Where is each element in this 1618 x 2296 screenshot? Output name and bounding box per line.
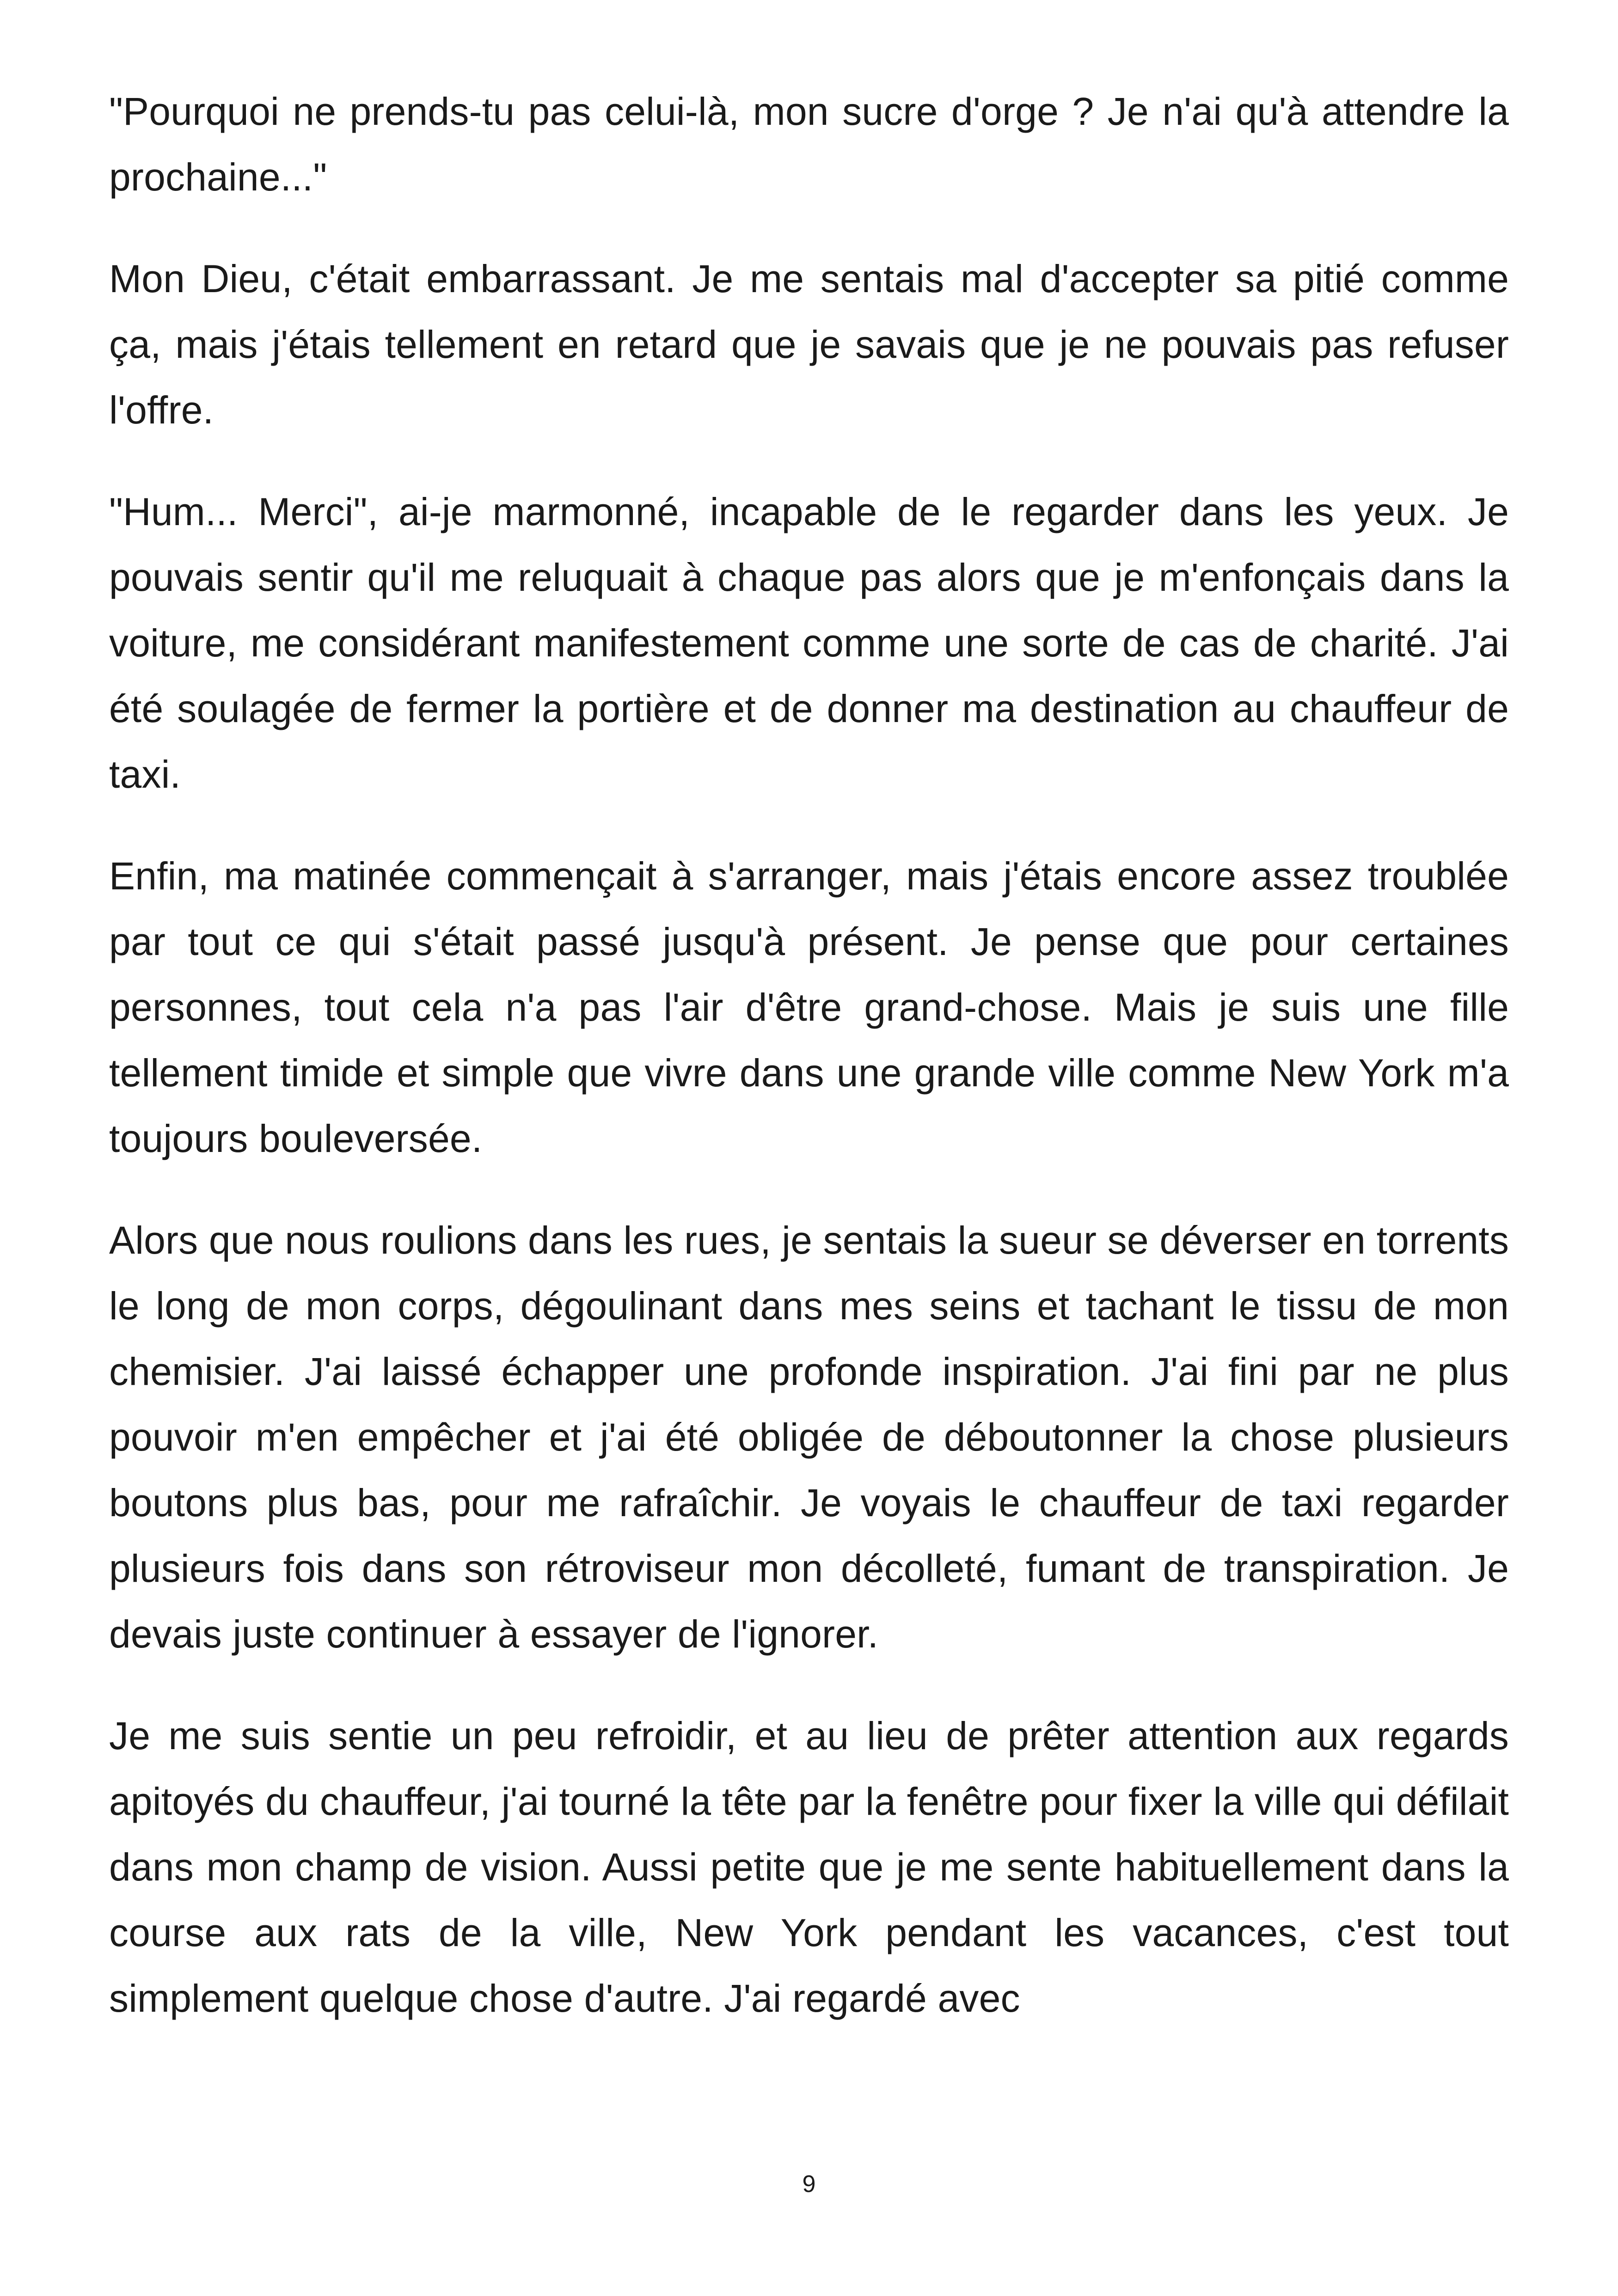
paragraph-4: Enfin, ma matinée commençait à s'arranger, mais j'étais encore assez troublée par tout ce qui s'était passé jusqu'à présent. Je pense que pour certaines personnes, tout cela n'a pas l'air d'être grand-chose. Mais je suis une fille tellement timide et simple que vivre dans une grande ville comme New York m'a toujours bouleversée. [109, 854, 1509, 1160]
body-text [109, 79, 1509, 2067]
paragraph-5: Alors que nous roulions dans les rues, je sentais la sueur se déverser en torrents le long de mon corps, dégoulinant dans mes seins et tachant le tissu de mon chemisier. J'ai laissé échapper une profonde inspiration. J'ai fini par ne plus pouvoir m'en empêcher et j'ai été obligée de déboutonner la chose plusieurs boutons plus bas, pour me rafraîchir. Je voyais le chauffeur de taxi regarder plusieurs fois dans son rétroviseur mon décolleté, fumant de transpiration. Je devais juste continuer à essayer de l'ignorer. [109, 1218, 1509, 1656]
paragraph-1: "Pourquoi ne prends-tu pas celui-là, mon sucre d'orge ? Je n'ai qu'à attendre la prochaine..." [109, 90, 1509, 199]
paragraph-2: Mon Dieu, c'était embarrassant. Je me sentais mal d'accepter sa pitié comme ça, mais j'étais tellement en retard que je savais que je ne pouvais pas refuser l'offre. [109, 257, 1509, 432]
page-number: 9 [802, 2171, 816, 2198]
paragraph-3: "Hum... Merci", ai-je marmonné, incapable de le regarder dans les yeux. Je pouvais sentir qu'il me reluquait à chaque pas alors que je m'enfonçais dans la voiture, me considérant manifestement comme une sorte de cas de charité. J'ai été soulagée de fermer la portière et de donner ma destination au chauffeur de taxi. [109, 490, 1509, 796]
paragraph-6: Je me suis sentie un peu refroidir, et au lieu de prêter attention aux regards apitoyés du chauffeur, j'ai tourné la tête par la fenêtre pour fixer la ville qui défilait dans mon champ de vision. Aussi petite que je me sente habituellement dans la course aux rats de la ville, New York pendant les vacances, c'est tout simplement quelque chose d'autre. J'ai regardé avec [109, 1714, 1509, 2020]
